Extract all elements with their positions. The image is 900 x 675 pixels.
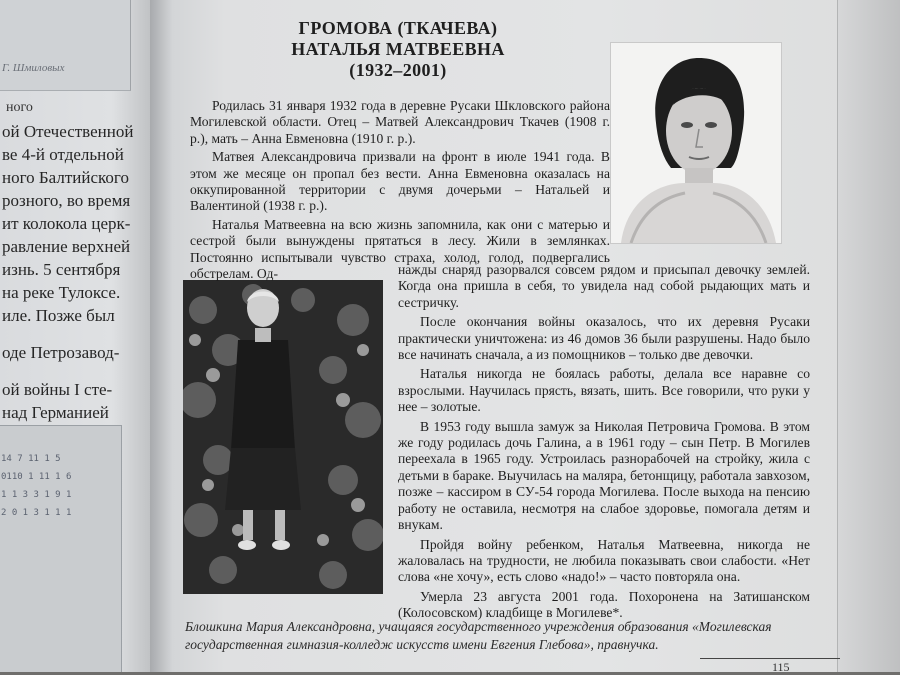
paragraph-birth: Родилась 31 января 1932 года в деревне Русаки Шкловского района Могилевской области. Отец – Матвей Александрович Ткачев (1908 г. р.), мать – Анна Евменовна (1910 г. р.). [190,98,610,146]
document-row: 14 7 11 1 5 [1,454,61,464]
document-stamp: Г. Шмиловых [2,62,65,74]
document-row: 2 0 1 3 1 1 1 [1,508,72,518]
paragraph-father: Матвея Александровича призвали на фронт в июле 1941 года. В этом же месяце он пропал без вести. Анна Евменовна оказалась на оккупированной территории с двумя дочерьми – Натальей и Валентиной (1938 г. р.). [190,149,610,214]
previous-page-line: розного, во время [2,191,131,210]
portrait-photo [610,42,782,244]
next-page-edge [837,0,900,672]
previous-page-line: ой Отечественной [2,122,134,141]
previous-page-line: ит колокола церк- [2,214,131,233]
previous-page-line: равление верхней [2,237,131,256]
document-scan-bottom [0,425,122,672]
previous-page [0,0,160,672]
previous-page-line: изнь. 5 сентября [2,260,121,279]
title-name: НАТАЛЬЯ МАТВЕЕВНА [291,39,505,59]
previous-page-line: над Германией [2,403,109,422]
paragraph-forest: Наталья Матвеевна на всю жизнь запомнила, как они с матерью и сестрой были вынуждены прятаться в лесу. Жили в землянках. Постоянно испытывали чувство страха, холод, голод, подвергались обстрелам. Од- [190,216,610,282]
title-years: (1932–2001) [349,60,447,80]
garden-photo [183,280,383,594]
woman-portrait-icon [611,43,781,243]
document-row: 0110 1 11 1 6 [1,472,72,482]
previous-page-line: на реке Тулоксе. [2,283,121,302]
previous-page-text [2,120,160,447]
previous-page-line: ой войны I сте- [2,380,113,399]
paragraph-village: После окончания войны оказалось, что их деревня Русаки практически уничтожена: из 46 домов 36 были разрушены. Надо было все начинать сначала, а из помощников – только две девочки. [398,314,810,363]
document-scan-top [0,0,131,91]
previous-page-line: ве 4-й отдельной [2,145,124,164]
paragraph-marriage: В 1953 году вышла замуж за Николая Петровича Громова. В этом же году родилась дочь Галина, а в 1961 году – сын Петр. В Могилев переехала в 1965 году. Устроилась разнорабочей на стройку, жила с детьми в бараке. Выучилась на маляра, бетонщицу, работала завхозом, позже – кассиром в СУ-54 города Могилева. После выхода на пенсию работу не оставила, несмотря на слабое здоровье, помогала детям и внукам. [398,418,810,533]
paragraph-shell: нажды снаряд разорвался совсем рядом и присыпал девочку землей. Когда она пришла в себя, то увидела над собой рыдающих мать и сестричку. [398,262,810,310]
previous-page-line: оде Петрозавод- [2,343,120,362]
article-body-bottom [398,262,810,625]
paragraph-work: Наталья никогда не боялась работы, делала все наравне со взрослыми. Научилась прясть, вязать, шить. Все говорили, что руки у нее – золотые. [398,366,810,415]
document-row: 1 1 3 3 1 9 1 [1,490,72,500]
paragraph-death: Умерла 23 августа 2001 года. Похоронена на Затишанском (Колосовском) кладбище в Могилеве*. [398,588,810,621]
author-note: Блошкина Мария Александровна, учащаяся государственного учреждения образования «Могилевская государственная гимназия-колледж искусств имени Евгения Глебова», правнучка. [185,619,772,652]
previous-page-caption: ного [6,100,33,115]
title-surname: ГРОМОВА (ТКАЧЕВА) [298,18,498,38]
previous-page-line [2,327,160,341]
previous-page-line: ного Балтийского [2,168,129,187]
previous-page-line: иле. Позже был [2,306,115,325]
paragraph-character: Пройдя войну ребенком, Наталья Матвеевна, никогда не жаловалась на трудности, не любила показывать свои слабости. «Нет слова «не хочу», есть слово «надо!» – часто повторяла она. [398,536,810,585]
page-number: 115 [772,660,790,674]
article-title [283,18,513,81]
woman-in-garden-icon [183,280,383,594]
previous-page-line [2,364,160,378]
article-body-top [190,98,610,284]
footer-rule [700,658,840,659]
